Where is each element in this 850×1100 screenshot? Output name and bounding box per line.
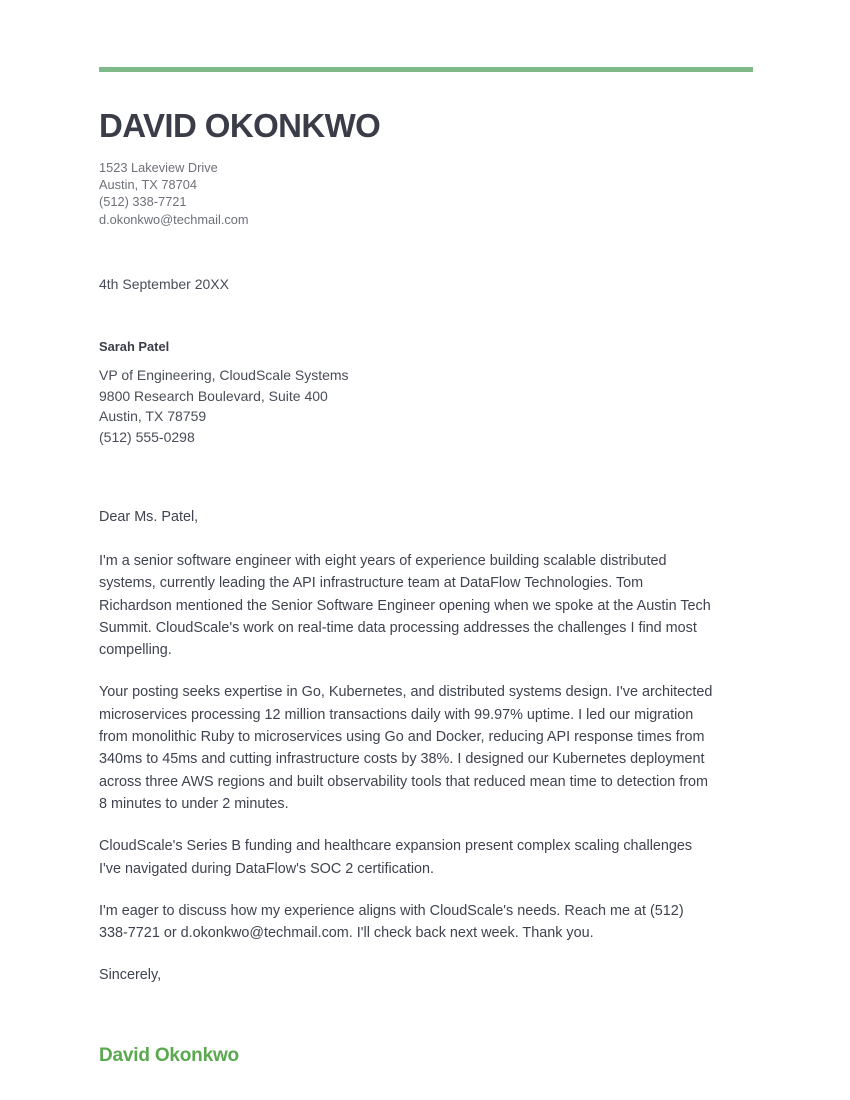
letter-body [99, 506, 713, 1068]
recipient-address [99, 365, 713, 448]
sender-email: d.okonkwo@techmail.com [99, 211, 249, 227]
body-paragraph-2: Your posting seeks expertise in Go, Kubernetes, and distributed systems design. I've architected microservices processing 12 million transactions daily with 99.97% uptime. I led our migration from monolithic Ruby to microservices using Go and Docker, reducing API response times from 340ms to 45ms and cutting infrastructure costs by 38%. I designed our Kubernetes deployment across three AWS regions and built observability tools that reduced mean time to detection from 8 minutes to under 2 minutes. [99, 684, 713, 812]
sender-contact-block [99, 159, 713, 228]
salutation: Dear Ms. Patel, [99, 508, 199, 525]
signature-name: David Okonkwo [99, 1045, 239, 1067]
recipient-street: 9800 Research Boulevard, Suite 400 [99, 387, 328, 404]
recipient-block [99, 338, 713, 448]
body-paragraph-1: I'm a senior software engineer with eight years of experience building scalable distributed systems, currently leading the API infrastructure team at DataFlow Technologies. Tom Richardson mentioned the Senior Software Engineer opening when we spoke at the Austin Tech Summit. CloudScale's work on real-time data processing addresses the challenges I find most compelling. [99, 552, 711, 659]
body-paragraph-4: I'm eager to discuss how my experience aligns with CloudScale's needs. Reach me at (512) 338-7721 or d.okonkwo@techmail.com. I'll check back next week. Thank you. [99, 902, 684, 942]
letter-date: 4th September 20XX [99, 275, 229, 292]
header-accent-rule [99, 67, 753, 72]
recipient-city-state-zip: Austin, TX 78759 [99, 408, 207, 425]
recipient-name: Sarah Patel [99, 338, 170, 354]
recipient-phone: (512) 555-0298 [99, 429, 195, 446]
letter-content [99, 108, 713, 1068]
page-title: DAVID OKONKWO [99, 107, 381, 144]
closing-line: Sincerely, [99, 967, 162, 984]
sender-phone: (512) 338-7721 [99, 194, 187, 210]
sender-header [99, 108, 713, 228]
sender-city-state-zip: Austin, TX 78704 [99, 177, 197, 193]
body-paragraph-3: CloudScale's Series B funding and healthcare expansion present complex scaling challenges I've navigated during DataFlow's SOC 2 certification. [99, 838, 693, 877]
sender-street: 1523 Lakeview Drive [99, 159, 218, 175]
recipient-title-company: VP of Engineering, CloudScale Systems [99, 366, 349, 383]
